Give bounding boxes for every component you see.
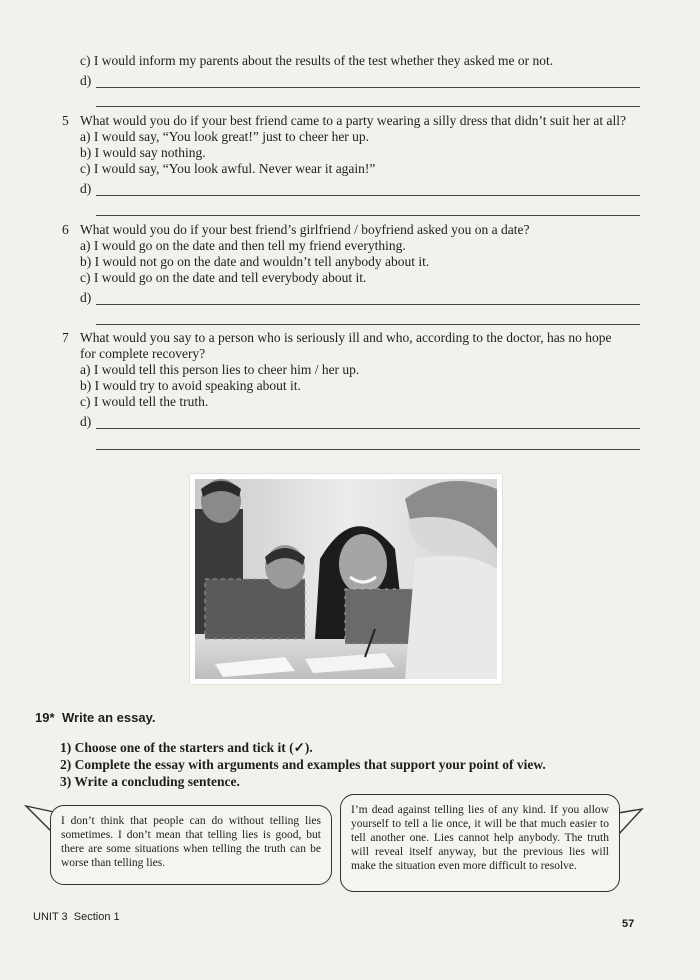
q7-option-b: b) I would try to avoid speaking about it. xyxy=(80,378,301,393)
footer-unit: UNIT 3 xyxy=(33,911,68,923)
q6-option-a: a) I would go on the date and then tell my friend everything. xyxy=(80,238,406,253)
task-step-3: 3) Write a concluding sentence. xyxy=(60,774,240,789)
footer-unit-section xyxy=(33,911,120,923)
q7-answer-line-2[interactable] xyxy=(96,449,640,450)
q5-question: What would you do if your best friend came to a party wearing a silly dress that didn’t suit her at all? xyxy=(80,113,626,128)
students-photo xyxy=(190,474,502,684)
q6-option-b: b) I would not go on the date and wouldn’t tell anybody about it. xyxy=(80,254,430,269)
students-photo-illustration xyxy=(195,479,497,679)
q5-option-d-label: d) xyxy=(80,181,92,196)
q5-option-b: b) I would say nothing. xyxy=(80,145,206,160)
task-step-2: 2) Complete the essay with arguments and examples that support your point of view. xyxy=(60,757,546,772)
q4-answer-line-1[interactable] xyxy=(96,87,640,88)
q6-option-d-label: d) xyxy=(80,290,92,305)
q4-option-d-label: d) xyxy=(80,73,92,88)
q7-number: 7 xyxy=(62,330,69,345)
footer-section: Section 1 xyxy=(73,911,120,923)
q7-option-c: c) I would tell the truth. xyxy=(80,394,209,409)
task-step-1: 1) Choose one of the starters and tick it (✓). xyxy=(60,740,313,755)
q6-question: What would you do if your best friend’s girlfriend / boyfriend asked you on a date? xyxy=(80,222,530,237)
q4-answer-line-2[interactable] xyxy=(96,106,640,107)
task-title: Write an essay. xyxy=(62,710,156,725)
q7-option-a: a) I would tell this person lies to cheer him / her up. xyxy=(80,362,360,377)
q6-number: 6 xyxy=(62,222,69,237)
q6-answer-line-2[interactable] xyxy=(96,324,640,325)
q5-answer-line-1[interactable] xyxy=(96,195,640,196)
q7-option-d-label: d) xyxy=(80,414,92,429)
starter-left[interactable]: I don’t think that people can do without telling lies sometimes. I don’t mean that telling lies is good, but there are some situations when telling the truth can be worse than telling lies. xyxy=(50,805,332,885)
q5-option-a: a) I would say, “You look great!” just to cheer her up. xyxy=(80,129,370,144)
q6-answer-line-1[interactable] xyxy=(96,304,640,305)
starter-right[interactable]: I’m dead against telling lies of any kind. If you allow yourself to tell a lie once, it will be that much easier to tell another one. Lies cannot help anybody. The truth will reveal itself anyway, but the previous lies will make the situation even more difficult to resolve. xyxy=(340,794,620,892)
task-number: 19* xyxy=(35,710,55,725)
q4-option-c: c) I would inform my parents about the results of the test whether they asked me or not. xyxy=(80,53,554,68)
q7-answer-line-1[interactable] xyxy=(96,428,640,429)
page-number: 57 xyxy=(622,918,635,930)
q5-answer-line-2[interactable] xyxy=(96,215,640,216)
q5-option-c: c) I would say, “You look awful. Never wear it again!” xyxy=(80,161,376,176)
q6-option-c: c) I would go on the date and tell everybody about it. xyxy=(80,270,367,285)
q7-question-line-1: What would you say to a person who is seriously ill and who, according to the doctor, has no hope xyxy=(80,330,612,345)
q7-question-line-2: for complete recovery? xyxy=(80,346,206,361)
q5-number: 5 xyxy=(62,113,69,128)
